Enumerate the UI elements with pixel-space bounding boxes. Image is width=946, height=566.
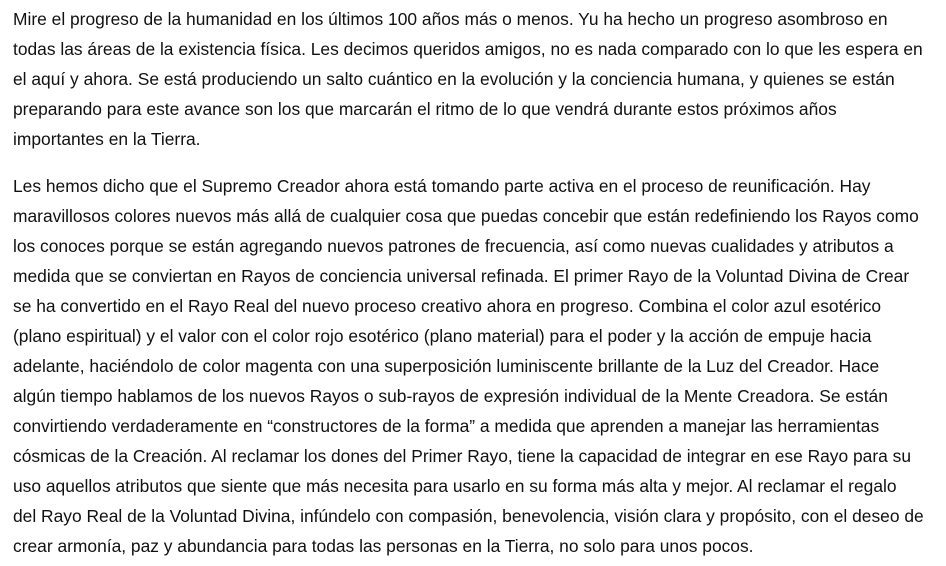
paragraph-line: convirtiendo verdaderamente en “constructores de la forma” a medida que aprenden a manejar las herramientas xyxy=(13,416,880,436)
paragraph-line: preparando para este avance son los que marcarán el ritmo de lo que vendrá durante estos próximos años xyxy=(13,99,837,119)
paragraph-line: se ha convertido en el Rayo Real del nuevo proceso creativo ahora en progreso. Combina el color azul esotérico xyxy=(13,296,882,316)
paragraph-line: todas las áreas de la existencia física. Les decimos queridos amigos, no es nada comparado con lo que les espera en xyxy=(13,39,923,59)
paragraph-line: algún tiempo hablamos de los nuevos Rayos o sub-rayos de expresión individual de la Mente Creadora. Se están xyxy=(13,386,888,406)
paragraph-1 xyxy=(13,4,946,154)
paragraph-line: del Rayo Real de la Voluntad Divina, infúndelo con compasión, benevolencia, visión clara y propósito, con el deseo de xyxy=(13,506,924,526)
paragraph-2 xyxy=(13,171,946,561)
paragraph-line: adelante, haciéndolo de color magenta con una superposición luminiscente brillante de la Luz del Creador. Hace xyxy=(13,356,880,376)
paragraph-line: uso aquellos atributos que siente que más necesita para usarlo en su forma más alta y mejor. Al reclamar el regalo xyxy=(13,476,897,496)
paragraph-line: medida que se conviertan en Rayos de conciencia universal refinada. El primer Rayo de la Voluntad Divina de Crear xyxy=(13,266,910,286)
paragraph-line: Mire el progreso de la humanidad en los últimos 100 años más o menos. Yu ha hecho un progreso asombroso en xyxy=(13,9,888,29)
paragraph-line: maravillosos colores nuevos más allá de cualquier cosa que puedas concebir que están redefiniendo los Rayos como xyxy=(13,206,919,226)
paragraph-line: Les hemos dicho que el Supremo Creador ahora está tomando parte activa en el proceso de reunificación. Hay xyxy=(13,176,871,196)
paragraph-line: el aquí y ahora. Se está produciendo un salto cuántico en la evolución y la conciencia humana, y quienes se están xyxy=(13,69,895,89)
paragraph-line: crear armonía, paz y abundancia para todas las personas en la Tierra, no solo para unos pocos. xyxy=(13,536,754,556)
paragraph-line: los conoces porque se están agregando nuevos patrones de frecuencia, así como nuevas cualidades y atributos a xyxy=(13,236,894,256)
paragraph-line: (plano espiritual) y el valor con el color rojo esotérico (plano material) para el poder y la acción de empuje hacia xyxy=(13,326,872,346)
paragraph-line: importantes en la Tierra. xyxy=(13,129,201,149)
paragraph-line: cósmicas de la Creación. Al reclamar los dones del Primer Rayo, tiene la capacidad de integrar en ese Rayo para su xyxy=(13,446,912,466)
